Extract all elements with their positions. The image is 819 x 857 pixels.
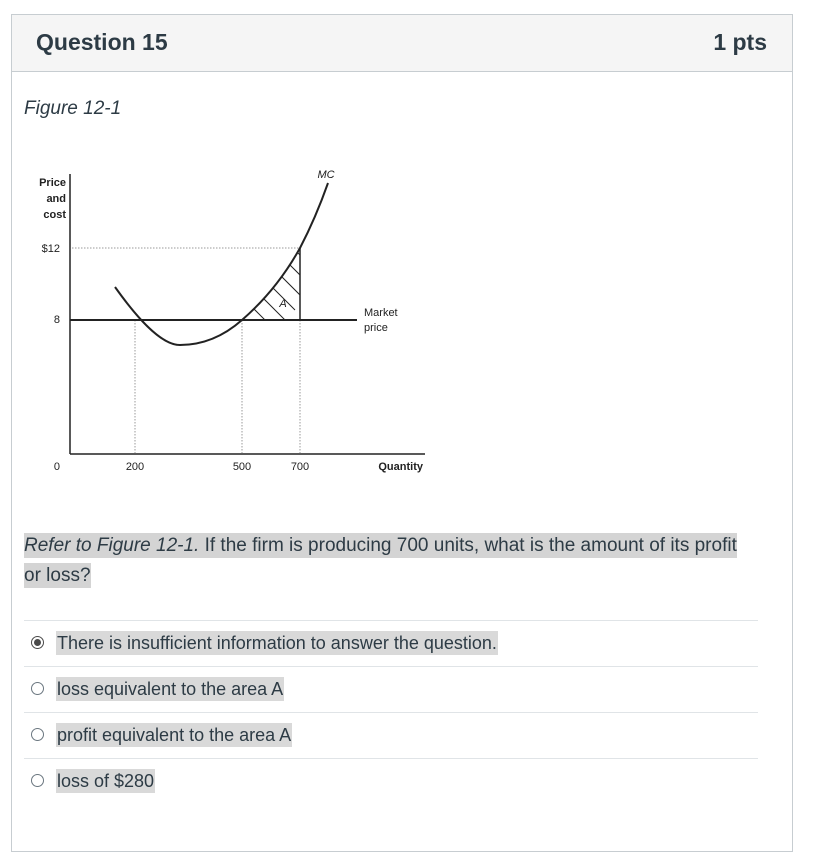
y-tick-8: 8: [53, 314, 60, 326]
answer-option[interactable]: [24, 666, 758, 712]
y-axis-label-line3: cost: [43, 209, 66, 221]
radio-icon[interactable]: [31, 774, 44, 787]
radio-icon[interactable]: [31, 728, 44, 741]
radio-icon[interactable]: [31, 682, 44, 695]
answer-list: [24, 620, 758, 804]
area-a-label: A: [279, 298, 287, 310]
question-header: [12, 15, 792, 72]
y-tick-12: $12: [41, 243, 60, 255]
question-points: 1 pts: [713, 29, 767, 55]
question-title: Question 15: [36, 29, 168, 55]
answer-label[interactable]: profit equivalent to the area A: [57, 725, 292, 745]
x-tick-700: 700: [290, 461, 310, 473]
x-tick-500: 500: [232, 461, 252, 473]
market-price-label-line1: Market: [364, 307, 398, 319]
x-axis-label: Quantity: [378, 461, 423, 473]
question-prompt-highlight: [24, 533, 737, 588]
question-prompt-text: If the firm is producing 700 units, what is the amount of its profit or loss?: [24, 535, 737, 586]
y-axis-label-line1: Price: [39, 177, 66, 189]
answer-label[interactable]: There is insufficient information to answer the question.: [57, 633, 497, 653]
answer-option[interactable]: [24, 758, 758, 804]
answer-option[interactable]: [24, 712, 758, 758]
answer-option[interactable]: [24, 620, 758, 666]
market-price-label-line2: price: [364, 322, 388, 334]
y-tick-0: 0: [53, 461, 60, 473]
answer-label[interactable]: loss of $280: [57, 771, 155, 791]
area-a-hatching: [235, 230, 335, 330]
answer-label[interactable]: loss equivalent to the area A: [57, 679, 284, 699]
figure-chart: [20, 150, 440, 485]
figure-reference: Refer to Figure 12-1.: [24, 535, 200, 556]
y-axis-label-line2: and: [46, 193, 66, 205]
mc-label: MC: [317, 169, 335, 181]
radio-selected-icon[interactable]: [31, 636, 44, 649]
question-prompt: [24, 531, 744, 591]
figure-caption: Figure 12-1: [24, 98, 122, 119]
x-tick-200: 200: [125, 461, 145, 473]
